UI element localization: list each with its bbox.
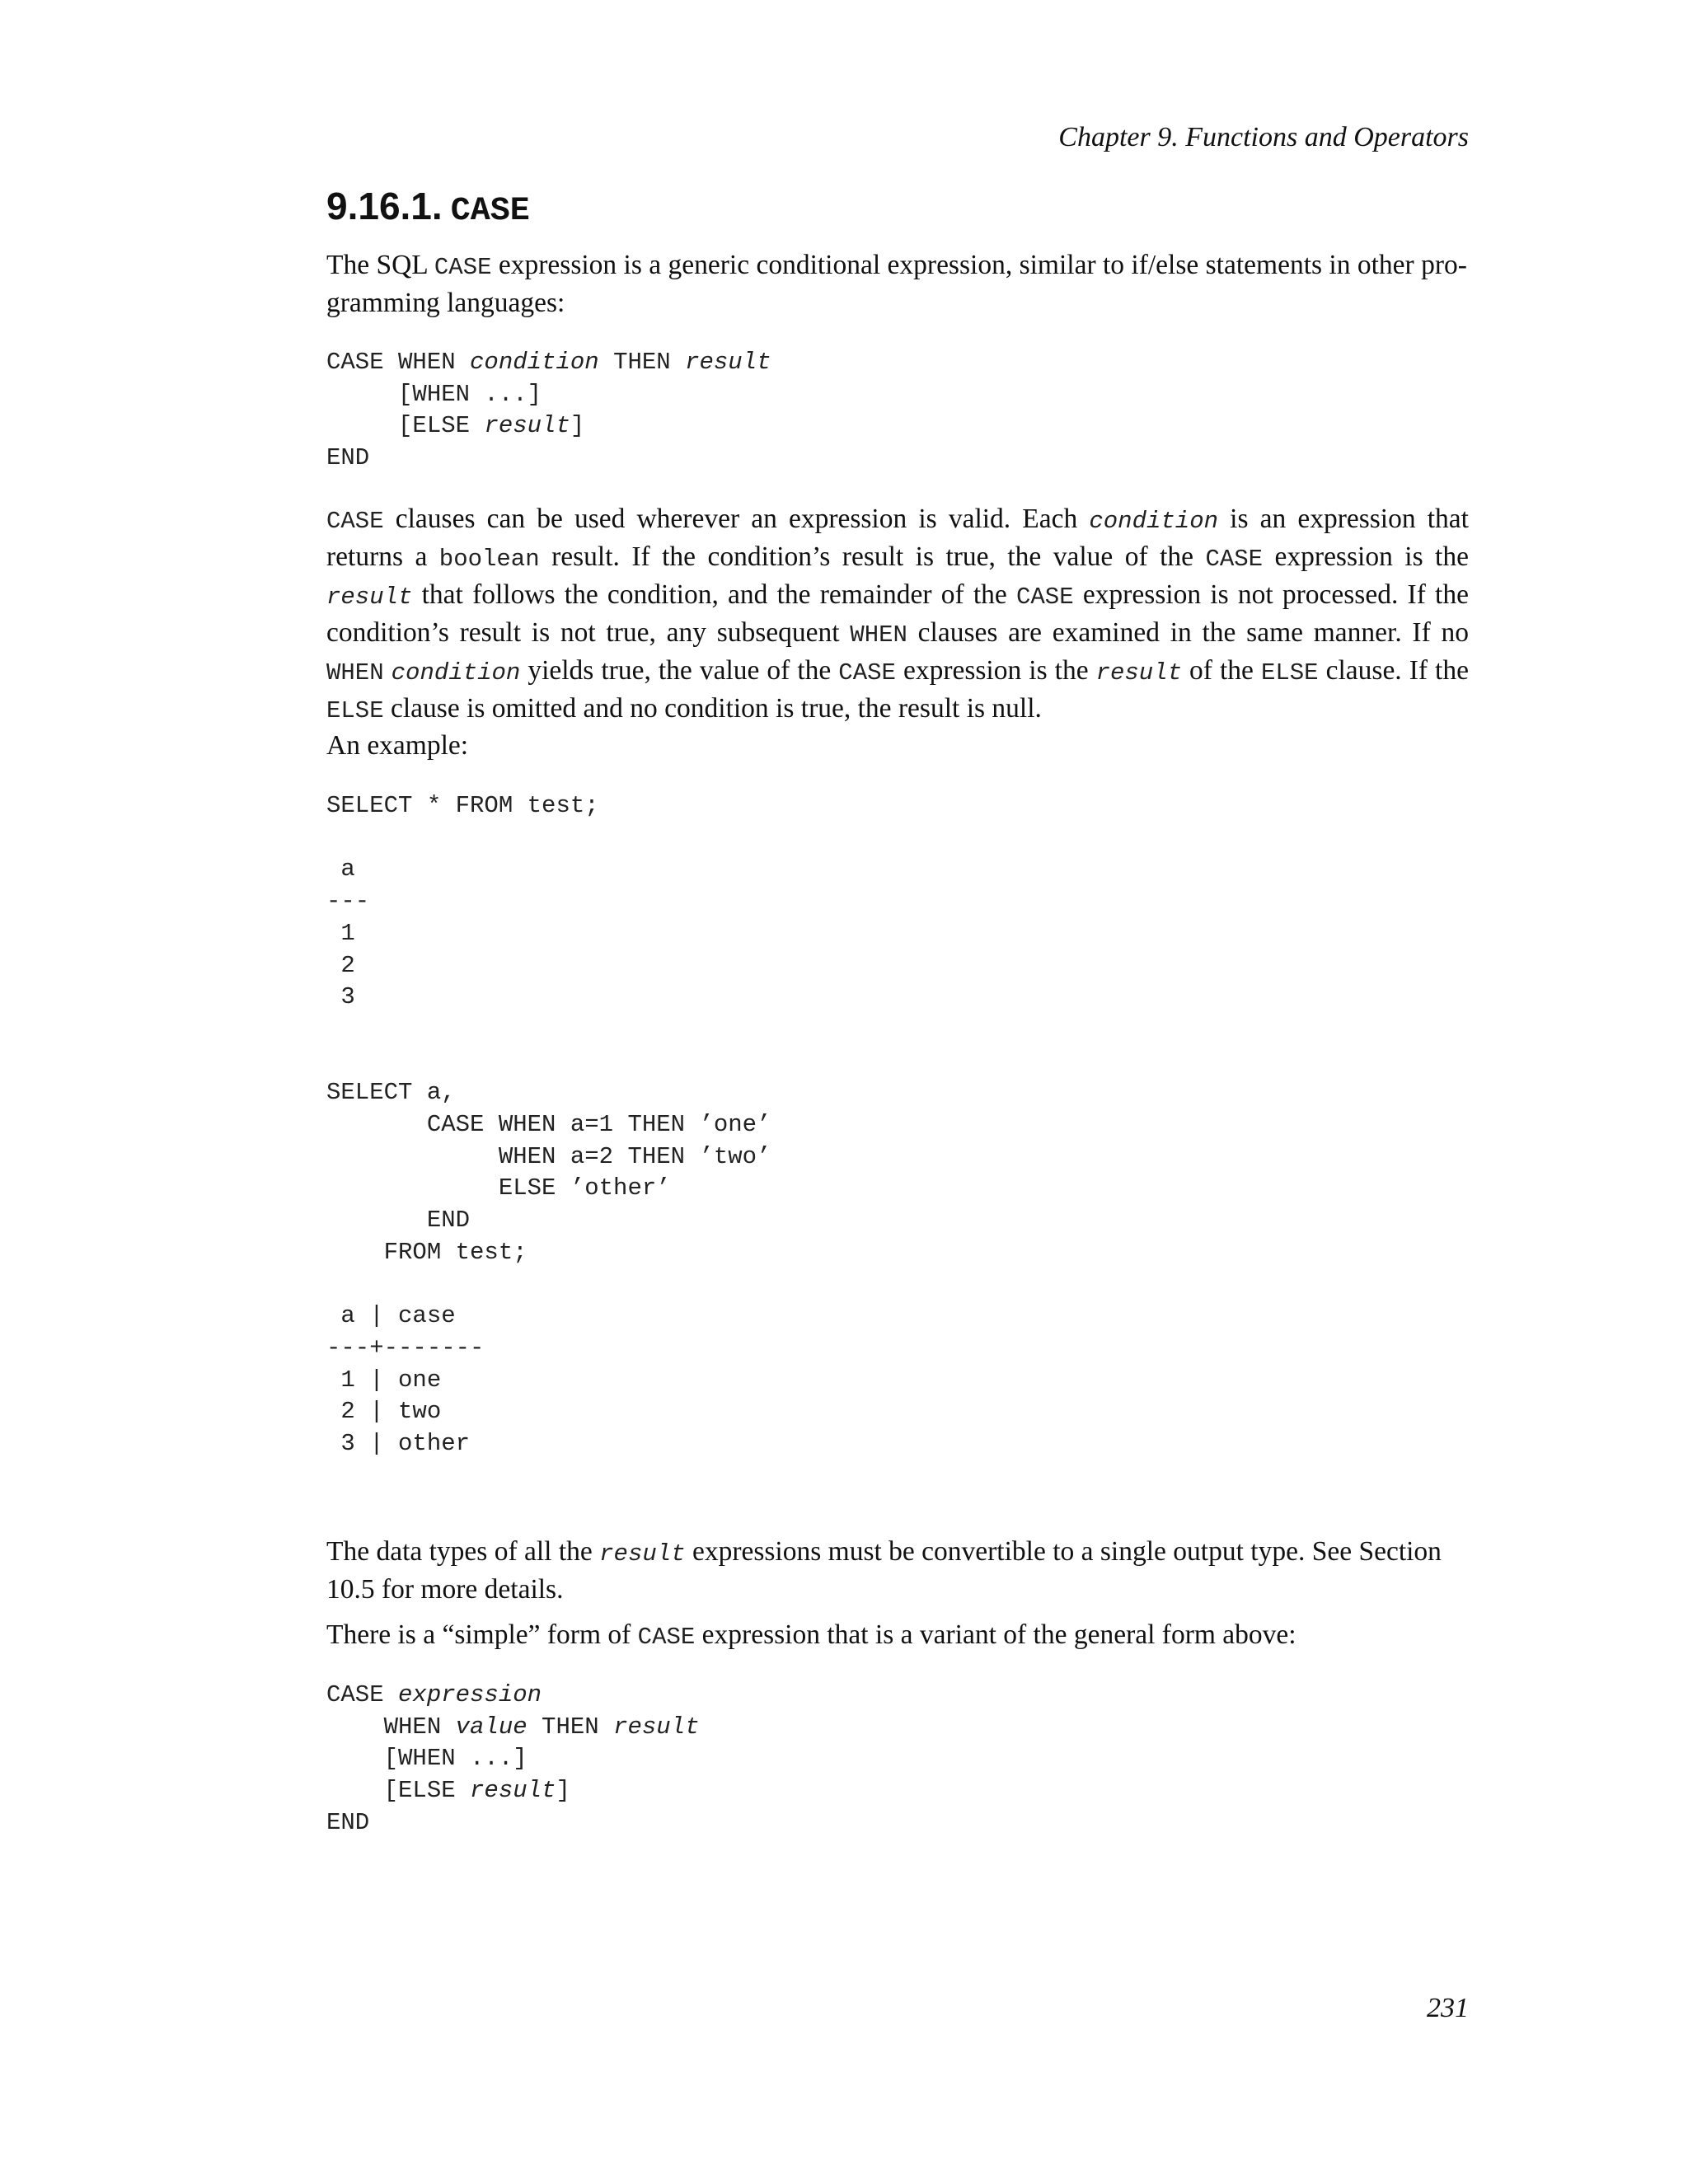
code-placeholder: result — [685, 349, 771, 376]
inline-code: CASE — [434, 254, 492, 281]
text-run: expression is the — [895, 655, 1096, 686]
inline-code: CASE — [1205, 546, 1264, 573]
code-placeholder: expression — [398, 1681, 542, 1708]
text-run: expressions must be convertible to a single output type. See Section 10.5 for more details. — [326, 1536, 1442, 1605]
inline-code: boolean — [438, 546, 540, 573]
code-text: WHEN — [326, 1713, 456, 1741]
inline-code: ELSE — [1260, 659, 1319, 687]
section-number: 9.16.1. — [326, 185, 443, 227]
code-text: CASE — [326, 1681, 399, 1708]
section-keyword: CASE — [450, 193, 530, 230]
inline-code: ELSE — [326, 697, 384, 724]
text-run: expression that is a variant of the general form above: — [695, 1619, 1296, 1650]
code-text: ] — [556, 1777, 570, 1805]
inline-code-italic: condition — [1089, 508, 1219, 535]
text-run: expression is the — [1263, 541, 1469, 572]
text-run: expression is a generic conditional expression, similar to if/else statements in other pro- — [491, 250, 1467, 280]
code-placeholder: result — [470, 1777, 556, 1805]
inline-code: CASE — [838, 659, 896, 687]
code-placeholder: value — [455, 1713, 528, 1741]
code-placeholder: result — [613, 1713, 700, 1741]
inline-code-italic: condition — [391, 659, 521, 687]
inline-code-italic: result — [326, 583, 413, 611]
text-run: The data types of all the — [326, 1536, 600, 1567]
inline-code-italic: result — [599, 1540, 686, 1568]
text-run: expression is not processed. If the condition’s result is not true, any subsequent — [326, 579, 1469, 648]
code-text: CASE WHEN — [326, 349, 471, 376]
text-run: clause is omitted and no condition is true, the result is null. — [383, 693, 1042, 724]
text-run: is an expression that returns a — [326, 504, 1469, 572]
code-text: ] — [570, 412, 585, 440]
text-run: gramming languages: — [326, 288, 565, 318]
inline-code: CASE — [326, 508, 384, 535]
code-block-case-syntax — [326, 347, 771, 475]
code-block-simple-case — [326, 1680, 700, 1840]
simple-form-paragraph — [326, 1617, 1469, 1655]
text-run: clauses can be used wherever an expression is valid. Each — [383, 504, 1090, 534]
code-text: [WHEN ...] — [326, 380, 542, 408]
page-number: 231 — [1427, 1993, 1469, 2023]
explanation-paragraph — [326, 501, 1469, 729]
inline-code: CASE — [637, 1624, 696, 1651]
code-placeholder: result — [484, 412, 570, 440]
data-types-paragraph — [326, 1534, 1469, 1607]
running-head: Chapter 9. Functions and Operators — [1058, 122, 1469, 152]
text-run: clauses are examined in the same manner. If no — [907, 617, 1469, 648]
text-run: of the — [1182, 655, 1261, 686]
code-text: THEN — [598, 349, 686, 376]
inline-code: CASE — [1015, 583, 1074, 611]
code-text: END — [326, 1808, 370, 1836]
code-placeholder: condition — [470, 349, 599, 376]
inline-code: WHEN — [326, 659, 384, 687]
text-run: clause. If the — [1318, 655, 1469, 686]
intro-paragraph — [326, 247, 1469, 321]
section-heading — [326, 187, 530, 228]
inline-code-italic: result — [1095, 659, 1183, 687]
code-text: END — [326, 444, 370, 472]
code-text: [ELSE — [326, 412, 485, 440]
text-run: result. If the condition’s result is true, the value of the — [539, 541, 1206, 572]
code-text: [WHEN ...] — [326, 1745, 528, 1773]
code-text: THEN — [527, 1713, 614, 1741]
code-block-example: SELECT * FROM test; a --- 1 2 3 SELECT a, CASE WHEN a=1 THEN ’one’ WHEN a=2 THEN ’two’ ELSE ’other’ END FROM test; a | case ---+------- 1 | one 2 | two 3 | other — [326, 792, 771, 1458]
code-text: [ELSE — [326, 1777, 471, 1805]
text-run: yields true, the value of the — [520, 655, 839, 686]
text-run: There is a “simple” form of — [326, 1619, 638, 1650]
inline-code: WHEN — [850, 621, 907, 649]
example-label: An example: — [326, 730, 469, 761]
text-run: that follows the condition, and the remainder of the — [412, 579, 1016, 610]
text-run: The SQL — [326, 250, 434, 280]
